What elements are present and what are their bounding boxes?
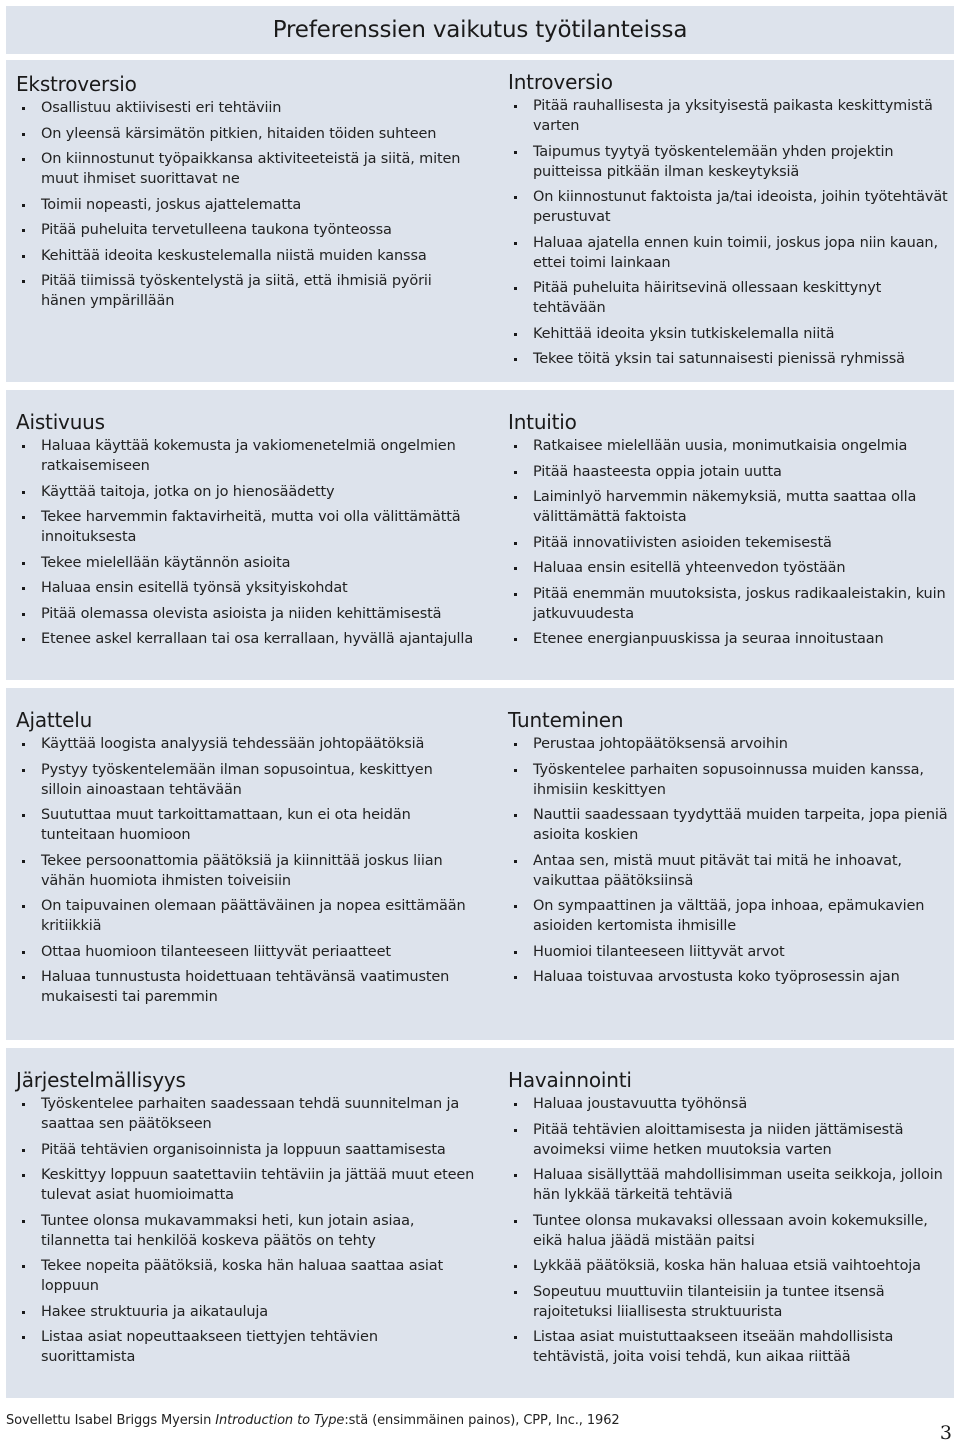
list-item: Tuntee olonsa mukavammaksi heti, kun jotain asiaa, tilannetta tai henkilöä koskeva päätös on tehty xyxy=(16,1211,476,1251)
list-item: On kiinnostunut työpaikkansa aktiviteeteistä ja siitä, miten muut ihmiset suorittavat ne xyxy=(16,149,476,189)
list-item: Huomioi tilanteeseen liittyvät arvot xyxy=(508,942,948,962)
list-item: On kiinnostunut faktoista ja/tai ideoista, joihin työtehtävät perustuvat xyxy=(508,187,948,227)
list-item: Etenee energianpuuskissa ja seuraa innoitustaan xyxy=(508,629,948,649)
list-item: Käyttää taitoja, jotka on jo hienosäädetty xyxy=(16,482,476,502)
heading-introversio: Introversio xyxy=(508,70,613,94)
list-item: Haluaa ensin esitellä työnsä yksityiskohdat xyxy=(16,578,476,598)
list-item: Keskittyy loppuun saatettaviin tehtäviin ja jättää muut eteen tulevat asiat huomioimatta xyxy=(16,1165,476,1205)
list-item: Haluaa ajatella ennen kuin toimii, joskus jopa niin kauan, ettei toimi lainkaan xyxy=(508,233,948,273)
column-ekstroversio xyxy=(16,72,476,317)
list-item: Käyttää loogista analyysiä tehdessään johtopäätöksiä xyxy=(16,734,476,754)
list-item: Nauttii saadessaan tyydyttää muiden tarpeita, jopa pieniä asioita koskien xyxy=(508,805,948,845)
list-tunteminen xyxy=(508,734,948,987)
heading-havainnointi: Havainnointi xyxy=(508,1068,632,1092)
list-aistivuus xyxy=(16,436,476,649)
column-tunteminen xyxy=(508,708,948,993)
list-item: Tekee persoonattomia päätöksiä ja kiinnittää joskus liian vähän huomiota ihmisten toiveisiin xyxy=(16,851,476,891)
list-item: On taipuvainen olemaan päättäväinen ja nopea esittämään kritiikkiä xyxy=(16,896,476,936)
list-item: Toimii nopeasti, joskus ajattelematta xyxy=(16,195,476,215)
page-title: Preferenssien vaikutus työtilanteissa xyxy=(272,17,688,43)
list-ekstroversio xyxy=(16,98,476,311)
heading-jarjestelmallisyys: Järjestelmällisyys xyxy=(16,1068,186,1092)
heading-aistivuus: Aistivuus xyxy=(16,410,105,434)
list-item: Pitää puheluita häiritsevinä ollessaan keskittynyt tehtävään xyxy=(508,278,948,318)
heading-intuitio: Intuitio xyxy=(508,410,577,434)
list-item: Pitää tehtävien aloittamisesta ja niiden jättämisestä avoimeksi viime hetken muutoksia varten xyxy=(508,1120,948,1160)
source-suffix: :stä (ensimmäinen painos), CPP, Inc., 1962 xyxy=(344,1413,620,1428)
list-item: Haluaa tunnustusta hoidettuaan tehtävänsä vaatimusten mukaisesti tai paremmin xyxy=(16,967,476,1007)
section-jarjestelmallisyys-havainnointi xyxy=(6,1048,954,1398)
list-item: Etenee askel kerrallaan tai osa kerrallaan, hyvällä ajantajulla xyxy=(16,629,476,649)
column-havainnointi xyxy=(508,1068,948,1373)
list-item: Pitää puheluita tervetulleena taukona työnteossa xyxy=(16,220,476,240)
list-item: Työskentelee parhaiten sopusoinnussa muiden kanssa, ihmisiin keskittyen xyxy=(508,760,948,800)
list-ajattelu xyxy=(16,734,476,1007)
list-item: Haluaa toistuvaa arvostusta koko työprosessin ajan xyxy=(508,967,948,987)
list-item: Lykkää päätöksiä, koska hän haluaa etsiä vaihtoehtoja xyxy=(508,1256,948,1276)
title-bar xyxy=(6,6,954,54)
source-note xyxy=(6,1413,620,1428)
list-item: On sympaattinen ja välttää, jopa inhoaa, epämukavien asioiden kertomista ihmisille xyxy=(508,896,948,936)
heading-ajattelu: Ajattelu xyxy=(16,708,93,732)
list-item: Tekee harvemmin faktavirheitä, mutta voi olla välittämättä innoituksesta xyxy=(16,507,476,547)
list-item: Haluaa joustavuutta työhönsä xyxy=(508,1094,948,1114)
column-ajattelu xyxy=(16,708,476,1013)
list-item: Hakee struktuuria ja aikatauluja xyxy=(16,1302,476,1322)
list-item: Pystyy työskentelemään ilman sopusointua, keskittyen silloin ainoastaan tehtävään xyxy=(16,760,476,800)
list-havainnointi xyxy=(508,1094,948,1367)
list-item: Taipumus tyytyä työskentelemään yhden projektin puitteissa pitkään ilman keskeytyksiä xyxy=(508,142,948,182)
section-ajattelu-tunteminen xyxy=(6,688,954,1040)
list-item: Pitää rauhallisesta ja yksityisestä paikasta keskittymistä varten xyxy=(508,96,948,136)
list-item: Haluaa käyttää kokemusta ja vakiomenetelmiä ongelmien ratkaisemiseen xyxy=(16,436,476,476)
list-item: Laiminlyö harvemmin näkemyksiä, mutta saattaa olla välittämättä faktoista xyxy=(508,487,948,527)
list-item: Antaa sen, mistä muut pitävät tai mitä he inhoavat, vaikuttaa päätöksiinsä xyxy=(508,851,948,891)
list-item: On yleensä kärsimätön pitkien, hitaiden töiden suhteen xyxy=(16,124,476,144)
list-item: Pitää tehtävien organisoinnista ja loppuun saattamisesta xyxy=(16,1140,476,1160)
list-item: Suututtaa muut tarkoittamattaan, kun ei ota heidän tunteitaan huomioon xyxy=(16,805,476,845)
list-item: Pitää enemmän muutoksista, joskus radikaaleistakin, kuin jatkuvuudesta xyxy=(508,584,948,624)
heading-tunteminen: Tunteminen xyxy=(508,708,624,732)
column-aistivuus xyxy=(16,410,476,655)
list-item: Pitää haasteesta oppia jotain uutta xyxy=(508,462,948,482)
list-item: Haluaa sisällyttää mahdollisimman useita seikkoja, jolloin hän lykkää tärkeitä tehtäviä xyxy=(508,1165,948,1205)
page-number: 3 xyxy=(939,1422,952,1444)
list-item: Kehittää ideoita keskustelemalla niistä muiden kanssa xyxy=(16,246,476,266)
list-introversio xyxy=(508,96,948,369)
source-book-title: Introduction to Type xyxy=(215,1413,345,1428)
column-jarjestelmallisyys xyxy=(16,1068,476,1373)
list-item: Listaa asiat nopeuttaakseen tiettyjen tehtävien suorittamista xyxy=(16,1327,476,1367)
list-intuitio xyxy=(508,436,948,649)
list-jarjestelmallisyys xyxy=(16,1094,476,1367)
list-item: Pitää olemassa olevista asioista ja niiden kehittämisestä xyxy=(16,604,476,624)
section-aistivuus-intuitio xyxy=(6,390,954,680)
list-item: Työskentelee parhaiten saadessaan tehdä suunnitelman ja saattaa sen päätökseen xyxy=(16,1094,476,1134)
section-ekstroversio-introversio xyxy=(6,60,954,382)
list-item: Haluaa ensin esitellä yhteenvedon työstään xyxy=(508,558,948,578)
list-item: Ratkaisee mielellään uusia, monimutkaisia ongelmia xyxy=(508,436,948,456)
list-item: Perustaa johtopäätöksensä arvoihin xyxy=(508,734,948,754)
list-item: Kehittää ideoita yksin tutkiskelemalla niitä xyxy=(508,324,948,344)
list-item: Osallistuu aktiivisesti eri tehtäviin xyxy=(16,98,476,118)
list-item: Listaa asiat muistuttaakseen itseään mahdollisista tehtävistä, joita voisi tehdä, kun aikaa riittää xyxy=(508,1327,948,1367)
list-item: Tuntee olonsa mukavaksi ollessaan avoin kokemuksille, eikä halua jäädä mistään paitsi xyxy=(508,1211,948,1251)
heading-ekstroversio: Ekstroversio xyxy=(16,72,137,96)
list-item: Pitää innovatiivisten asioiden tekemisestä xyxy=(508,533,948,553)
list-item: Sopeutuu muuttuviin tilanteisiin ja tuntee itsensä rajoitetuksi liiallisesta struktuurista xyxy=(508,1282,948,1322)
list-item: Tekee mielellään käytännön asioita xyxy=(16,553,476,573)
list-item: Pitää tiimissä työskentelystä ja siitä, että ihmisiä pyörii hänen ympärillään xyxy=(16,271,476,311)
source-prefix: Sovellettu Isabel Briggs Myersin xyxy=(6,1413,216,1428)
list-item: Ottaa huomioon tilanteeseen liittyvät periaatteet xyxy=(16,942,476,962)
column-intuitio xyxy=(508,410,948,655)
list-item: Tekee töitä yksin tai satunnaisesti pienissä ryhmissä xyxy=(508,349,948,369)
column-introversio xyxy=(508,70,948,375)
list-item: Tekee nopeita päätöksiä, koska hän haluaa saattaa asiat loppuun xyxy=(16,1256,476,1296)
